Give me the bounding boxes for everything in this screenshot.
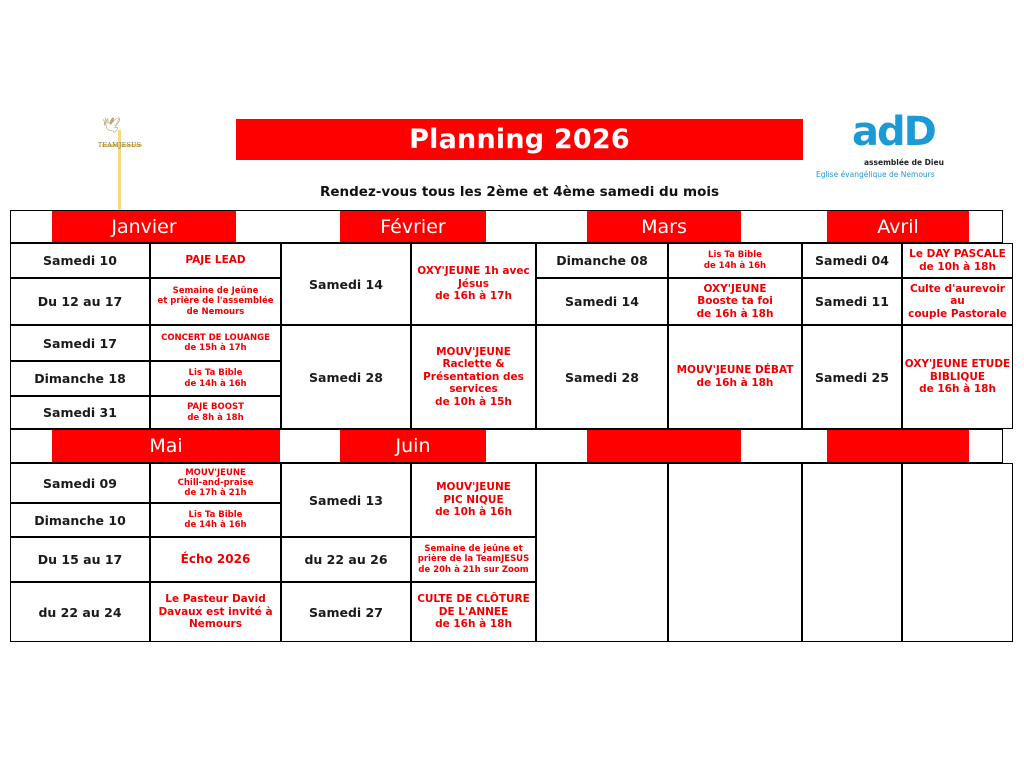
- event-cell: OXY'JEUNE Booste ta foi de 16h à 18h: [668, 278, 802, 325]
- event-cell: MOUV'JEUNE DÉBAT de 16h à 18h: [668, 325, 802, 429]
- event-cell: OXY'JEUNE ETUDE BIBLIQUE de 16h à 18h: [902, 325, 1013, 429]
- month-header-empty-1: [587, 430, 741, 462]
- event-cell: Lis Ta Bible de 14h à 16h: [150, 361, 281, 396]
- month-label-avril: Avril: [877, 215, 919, 238]
- month-header-janvier: [52, 211, 236, 242]
- date-cell: Samedi 13: [281, 463, 411, 537]
- empty-cell: [668, 463, 802, 642]
- date-cell: Samedi 14: [536, 278, 668, 325]
- event-cell: Écho 2026: [150, 537, 281, 582]
- date-cell: Samedi 11: [802, 278, 902, 325]
- date-cell: Du 12 au 17: [10, 278, 150, 325]
- month-header-empty-2: [827, 430, 969, 462]
- event-cell: CONCERT DE LOUANGE de 15h à 17h: [150, 325, 281, 361]
- month-header-mai: [52, 430, 280, 462]
- date-cell: Samedi 10: [10, 243, 150, 278]
- month-header-fevrier: [340, 211, 486, 242]
- month-label-mai: Mai: [149, 435, 183, 457]
- page-subtitle: Rendez-vous tous les 2ème et 4ème samedi du mois: [319, 184, 720, 200]
- event-cell: Le DAY PASCALE de 10h à 18h: [902, 243, 1013, 278]
- month-label-mars: Mars: [641, 215, 687, 238]
- date-cell: Samedi 09: [10, 463, 150, 503]
- empty-cell: [536, 463, 668, 642]
- month-label-janvier: Janvier: [111, 215, 177, 238]
- date-cell: du 22 au 24: [10, 582, 150, 642]
- team-logo-text: TEAMJESUS: [98, 142, 142, 149]
- event-cell: MOUV'JEUNE Chill-and-praise de 17h à 21h: [150, 463, 281, 503]
- add-logo-mark: adD: [852, 109, 935, 155]
- event-cell: Culte d'aurevoir au couple Pastorale: [902, 278, 1013, 325]
- add-logo-line1: assemblée de Dieu: [864, 158, 944, 167]
- date-cell: Samedi 27: [281, 582, 411, 642]
- empty-cell: [902, 463, 1013, 642]
- add-logo-line2: Eglise évangélique de Nemours: [816, 170, 935, 179]
- date-cell: Samedi 28: [281, 325, 411, 429]
- month-label-fevrier: Février: [380, 215, 446, 238]
- team-jesus-logo: [96, 118, 152, 212]
- date-cell: Dimanche 10: [10, 503, 150, 537]
- empty-cell: [802, 463, 902, 642]
- date-cell: Dimanche 18: [10, 361, 150, 396]
- date-cell: Samedi 17: [10, 325, 150, 361]
- page-title: Planning 2026: [409, 124, 630, 155]
- event-cell: Le Pasteur David Davaux est invité à Nemours: [150, 582, 281, 642]
- event-cell: Lis Ta Bible de 14h à 16h: [668, 243, 802, 278]
- event-cell: Semaine de jeûne et prière de la TeamJESUS de 20h à 21h sur Zoom: [411, 537, 536, 582]
- month-header-avril: [827, 211, 969, 242]
- event-cell: MOUV'JEUNE PIC NIQUE de 10h à 16h: [411, 463, 536, 537]
- month-label-juin: Juin: [395, 435, 431, 457]
- event-cell: CULTE DE CLÔTURE DE L'ANNEE de 16h à 18h: [411, 582, 536, 642]
- dove-icon: 🕊: [102, 116, 122, 134]
- event-cell: PAJE BOOST de 8h à 18h: [150, 396, 281, 429]
- add-logo: [812, 109, 952, 184]
- date-cell: Samedi 04: [802, 243, 902, 278]
- event-cell: Semaine de Jeûne et prière de l'assemblée de Nemours: [150, 278, 281, 325]
- date-cell: Dimanche 08: [536, 243, 668, 278]
- event-cell: Lis Ta Bible de 14h à 16h: [150, 503, 281, 537]
- date-cell: Samedi 28: [536, 325, 668, 429]
- date-cell: Samedi 14: [281, 243, 411, 325]
- title-banner: [236, 119, 803, 160]
- month-header-mars: [587, 211, 741, 242]
- planning-table: [10, 210, 1013, 642]
- date-cell: Samedi 25: [802, 325, 902, 429]
- date-cell: Du 15 au 17: [10, 537, 150, 582]
- month-header-juin: [340, 430, 486, 462]
- event-cell: PAJE LEAD: [150, 243, 281, 278]
- event-cell: OXY'JEUNE 1h avec Jésus de 16h à 17h: [411, 243, 536, 325]
- date-cell: du 22 au 26: [281, 537, 411, 582]
- date-cell: Samedi 31: [10, 396, 150, 429]
- event-cell: MOUV'JEUNE Raclette & Présentation des services de 10h à 15h: [411, 325, 536, 429]
